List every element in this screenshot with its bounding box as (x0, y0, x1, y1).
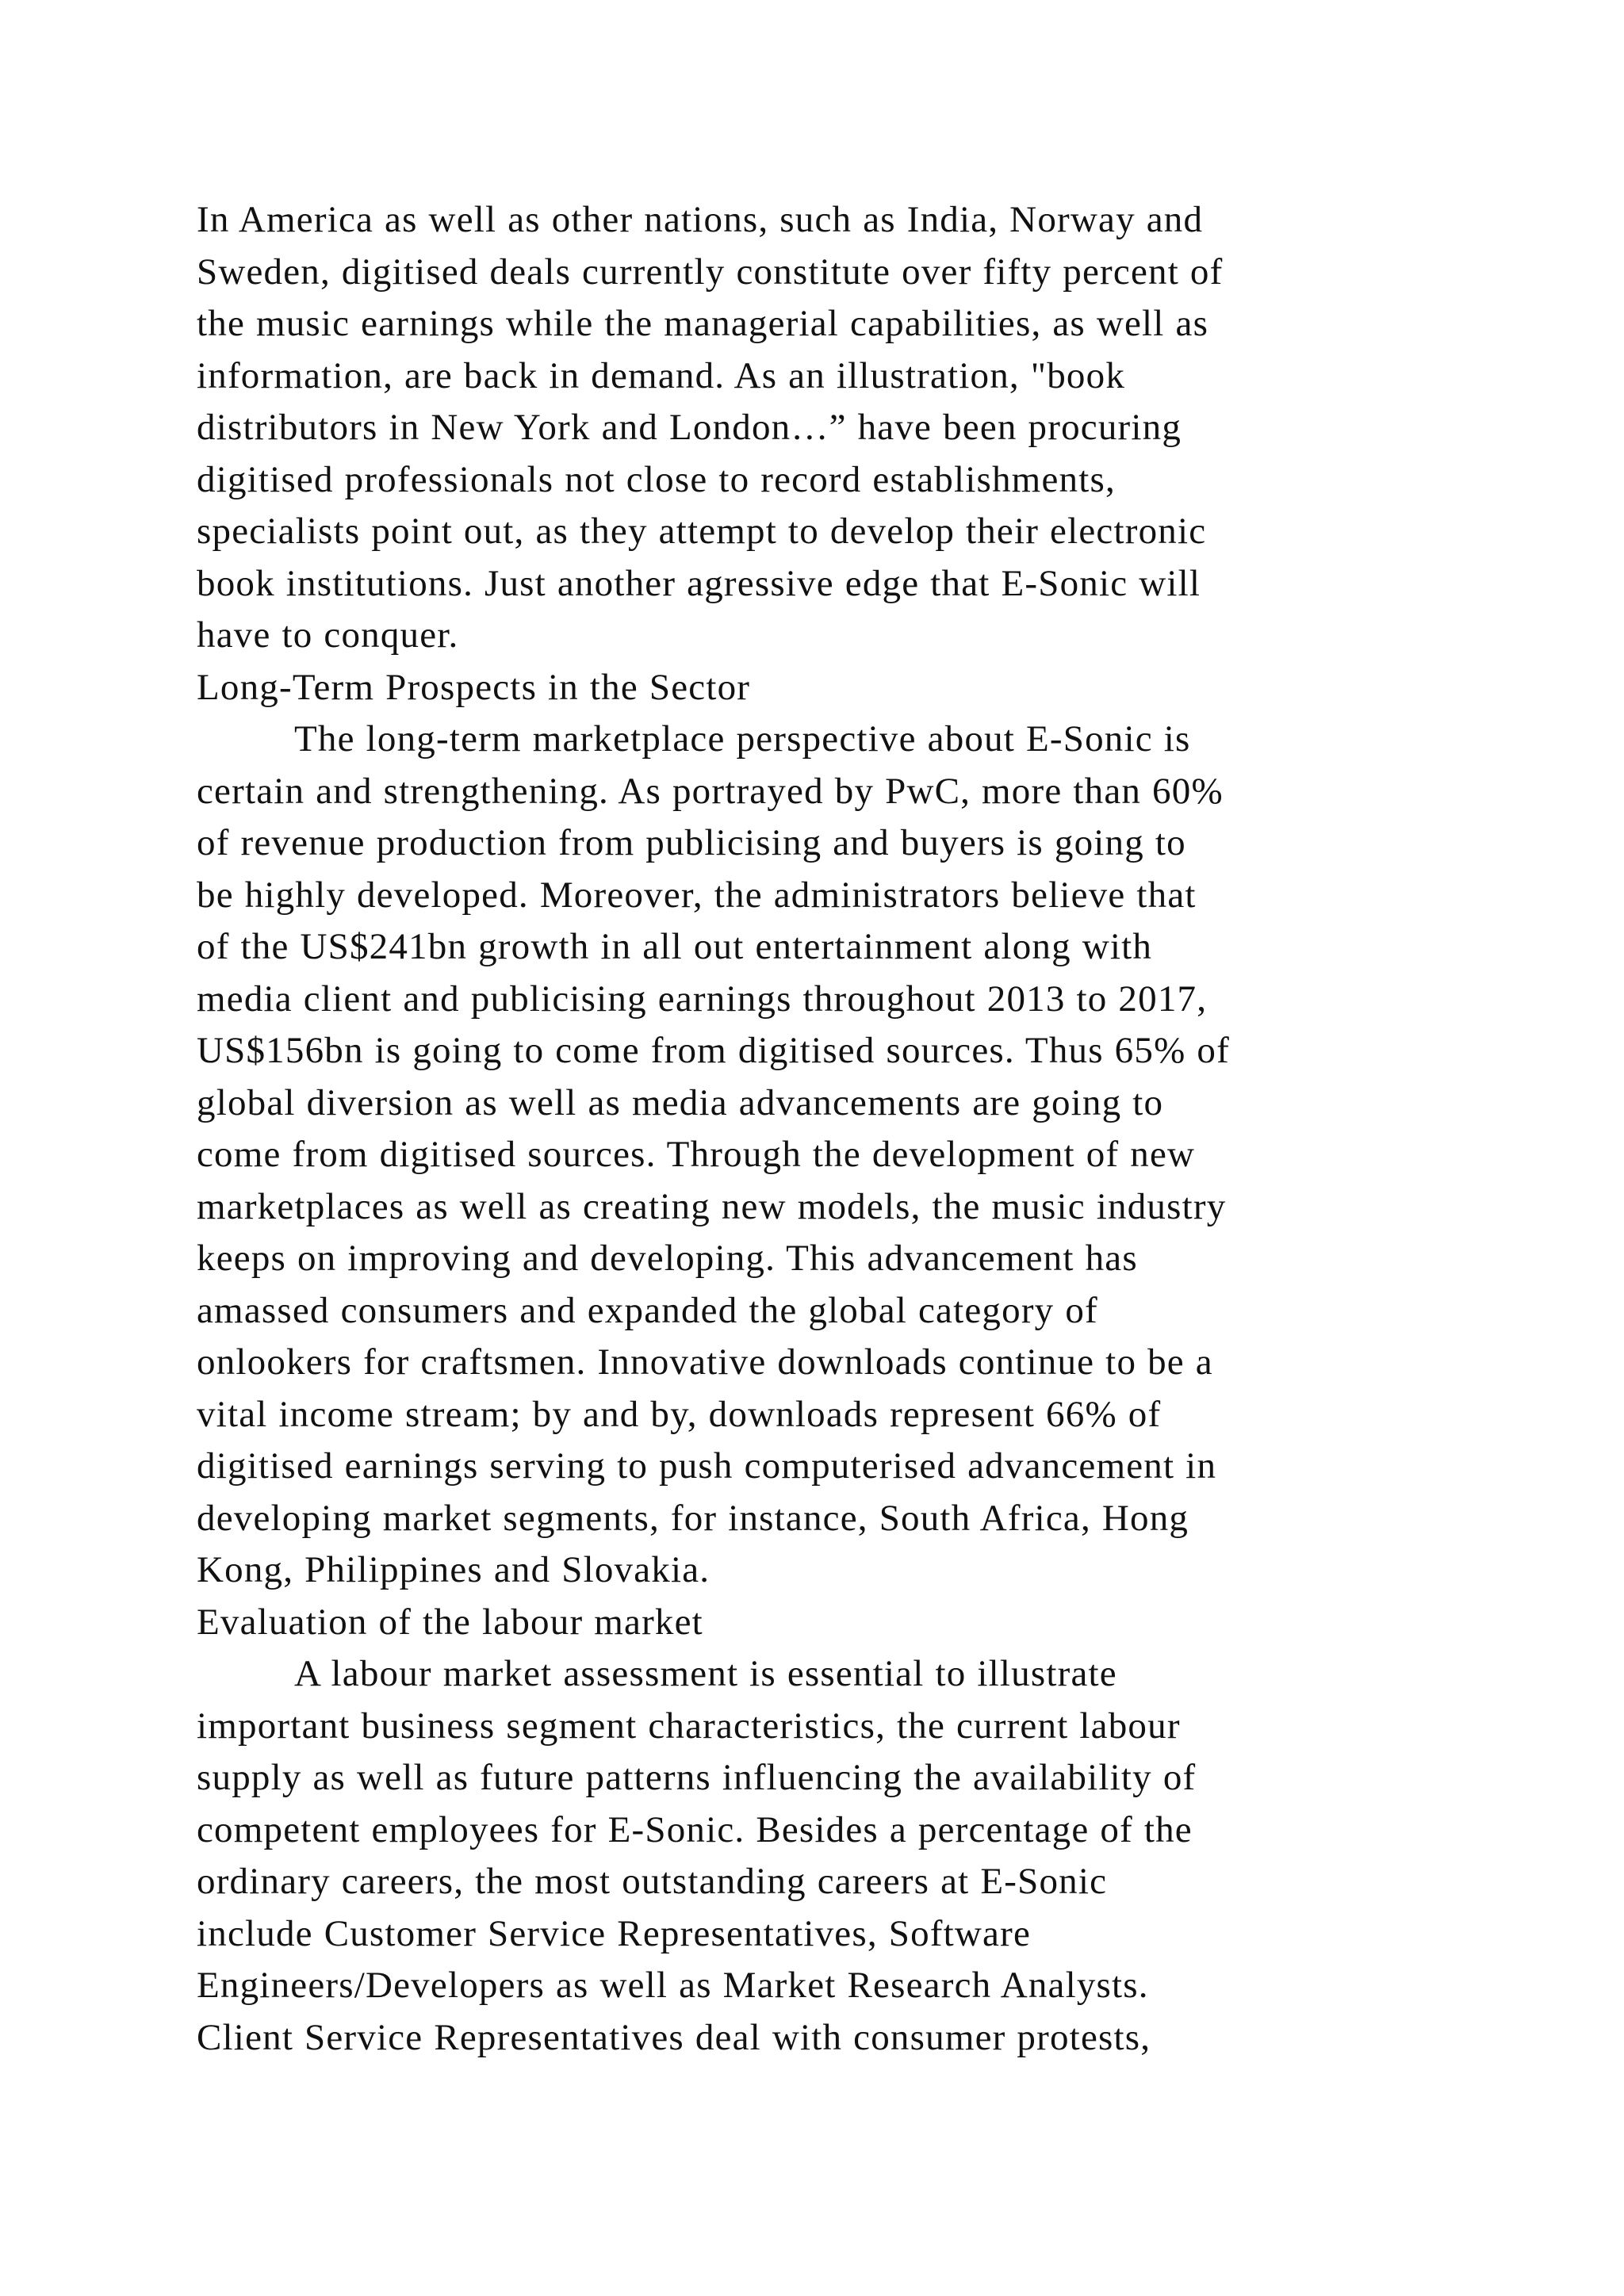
text-line: digitised professionals not close to record establishments, (197, 458, 1116, 500)
text-line: be highly developed. Moreover, the administrators believe that (197, 874, 1197, 916)
text-line: distributors in New York and London…” have been procuring (197, 407, 1182, 448)
text-line: Sweden, digitised deals currently constitute over fifty percent of (197, 251, 1224, 293)
text-line: global diversion as well as media advancements are going to (197, 1081, 1164, 1123)
text-line: In America as well as other nations, such as India, Norway and (197, 199, 1204, 240)
text-line: supply as well as future patterns influencing the availability of (197, 1757, 1197, 1798)
text-line: amassed consumers and expanded the global category of (197, 1289, 1098, 1331)
section-heading: Evaluation of the labour market (197, 1601, 703, 1643)
text-line: include Customer Service Representatives, Software (197, 1912, 1032, 1954)
text-line: book institutions. Just another agressive edge that E-Sonic will (197, 562, 1201, 604)
text-line: US$156bn is going to come from digitised sources. Thus 65% of (197, 1030, 1230, 1071)
text-line: the music earnings while the managerial capabilities, as well as (197, 303, 1209, 344)
text-line: onlookers for craftsmen. Innovative downloads continue to be a (197, 1341, 1213, 1383)
text-line: important business segment characteristics, the current labour (197, 1705, 1181, 1747)
section-heading: Long-Term Prospects in the Sector (197, 666, 751, 708)
text-line: competent employees for E-Sonic. Besides a percentage of the (197, 1808, 1193, 1850)
text-line: come from digitised sources. Through the development of new (197, 1134, 1196, 1175)
text-line: digitised earnings serving to push computerised advancement in (197, 1445, 1217, 1487)
document-body (197, 194, 1497, 2064)
text-line: A labour market assessment is essential to illustrate (294, 1653, 1117, 1694)
text-line: Client Service Representatives deal with consumer protests, (197, 2016, 1151, 2058)
paragraph-3 (197, 1648, 1497, 2064)
text-line: specialists point out, as they attempt to develop their electronic (197, 511, 1207, 552)
text-line: have to conquer. (197, 614, 459, 656)
text-line: certain and strengthening. As portrayed by PwC, more than 60% (197, 770, 1224, 812)
text-line: of revenue production from publicising and buyers is going to (197, 822, 1186, 863)
text-line: Kong, Philippines and Slovakia. (197, 1549, 710, 1590)
text-line: ordinary careers, the most outstanding careers at E-Sonic (197, 1861, 1108, 1902)
text-line: of the US$241bn growth in all out entertainment along with (197, 926, 1153, 967)
paragraph-2 (197, 714, 1497, 1597)
text-line: The long-term marketplace perspective about E-Sonic is (294, 718, 1191, 760)
text-line: information, are back in demand. As an illustration, "book (197, 354, 1126, 396)
text-line: media client and publicising earnings throughout 2013 to 2017, (197, 978, 1208, 1020)
text-line: Engineers/Developers as well as Market Research Analysts. (197, 1965, 1149, 2006)
text-line: keeps on improving and developing. This advancement has (197, 1238, 1138, 1279)
paragraph-1 (197, 194, 1497, 662)
text-line: marketplaces as well as creating new models, the music industry (197, 1185, 1227, 1227)
text-line: developing market segments, for instance, South Africa, Hong (197, 1497, 1189, 1539)
text-line: vital income stream; by and by, downloads represent 66% of (197, 1393, 1162, 1435)
